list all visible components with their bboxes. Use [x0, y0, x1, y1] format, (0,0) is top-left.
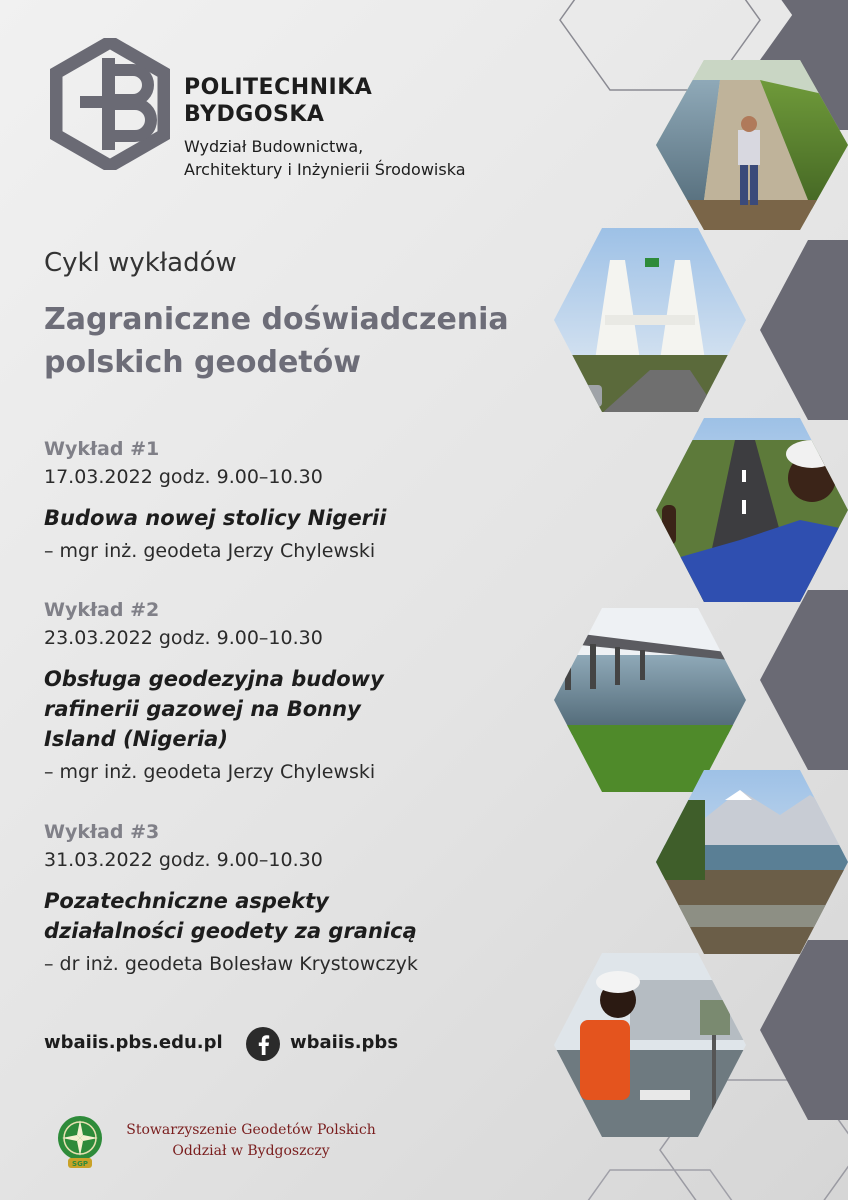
lecture-title — [44, 886, 544, 946]
association-line1: Stowarzyszenie Geodetów Polskich — [126, 1122, 376, 1138]
lecture-3 — [44, 818, 544, 978]
lecture-title-line: rafinerii gazowej na Bonny — [44, 697, 361, 721]
lecture-2 — [44, 596, 544, 786]
lecture-title-line: Obsługa geodezyjna budowy — [44, 667, 384, 691]
facebook-icon[interactable] — [246, 1027, 280, 1061]
photo-runway-worker — [650, 415, 848, 605]
photo-city-gate — [550, 225, 750, 415]
series-title — [44, 298, 544, 384]
lecture-title-line: działalności geodety za granicą — [44, 919, 417, 943]
series-label: Cykl wykładów — [44, 248, 237, 278]
gray-hexagon — [760, 940, 848, 1120]
lecture-speaker: – dr inż. geodeta Bolesław Krystowczyk — [44, 953, 418, 975]
faculty-line1: Wydział Budownictwa, — [184, 137, 364, 156]
website-link[interactable]: wbaiis.pbs.edu.pl — [44, 1032, 223, 1053]
lecture-date: 23.03.2022 godz. 9.00–10.30 — [44, 627, 323, 649]
lecture-title-line: Budowa nowej stolicy Nigerii — [44, 506, 387, 530]
university-name — [184, 74, 372, 128]
faculty-line2: Architektury i Inżynierii Środowiska — [184, 160, 466, 179]
association-logo-icon — [54, 1114, 106, 1170]
lecture-date: 31.03.2022 godz. 9.00–10.30 — [44, 849, 323, 871]
lecture-1 — [44, 435, 544, 565]
lecture-title — [44, 503, 544, 533]
lecture-title-line: Pozatechniczne aspekty — [44, 889, 329, 913]
lecture-number: Wykład #1 — [44, 438, 160, 460]
gray-hexagon — [760, 590, 848, 770]
photo-pier — [550, 605, 750, 795]
university-name-line1: POLITECHNIKA — [184, 75, 373, 100]
lecture-speaker: – mgr inż. geodeta Jerzy Chylewski — [44, 761, 376, 783]
association-name — [116, 1120, 386, 1162]
association-logo-text: SGP — [72, 1160, 88, 1168]
photo-mountains — [650, 765, 848, 960]
lecture-title — [44, 664, 544, 754]
facebook-handle[interactable]: wbaiis.pbs — [290, 1032, 399, 1053]
university-name-line2: BYDGOSKA — [184, 102, 325, 127]
lecture-number: Wykład #2 — [44, 599, 160, 621]
photo-surveyor — [550, 950, 750, 1140]
lecture-date: 17.03.2022 godz. 9.00–10.30 — [44, 466, 323, 488]
gray-hexagon — [760, 240, 848, 420]
series-title-line2: polskich geodetów — [44, 345, 361, 380]
faculty-name — [184, 135, 466, 181]
series-title-line1: Zagraniczne doświadczenia — [44, 302, 509, 337]
lecture-title-line: Island (Nigeria) — [44, 727, 228, 751]
association-line2: Oddział w Bydgoszczy — [172, 1143, 330, 1159]
lecture-speaker: – mgr inż. geodeta Jerzy Chylewski — [44, 540, 376, 562]
lecture-number: Wykład #3 — [44, 821, 160, 843]
university-logo-icon — [50, 38, 170, 170]
